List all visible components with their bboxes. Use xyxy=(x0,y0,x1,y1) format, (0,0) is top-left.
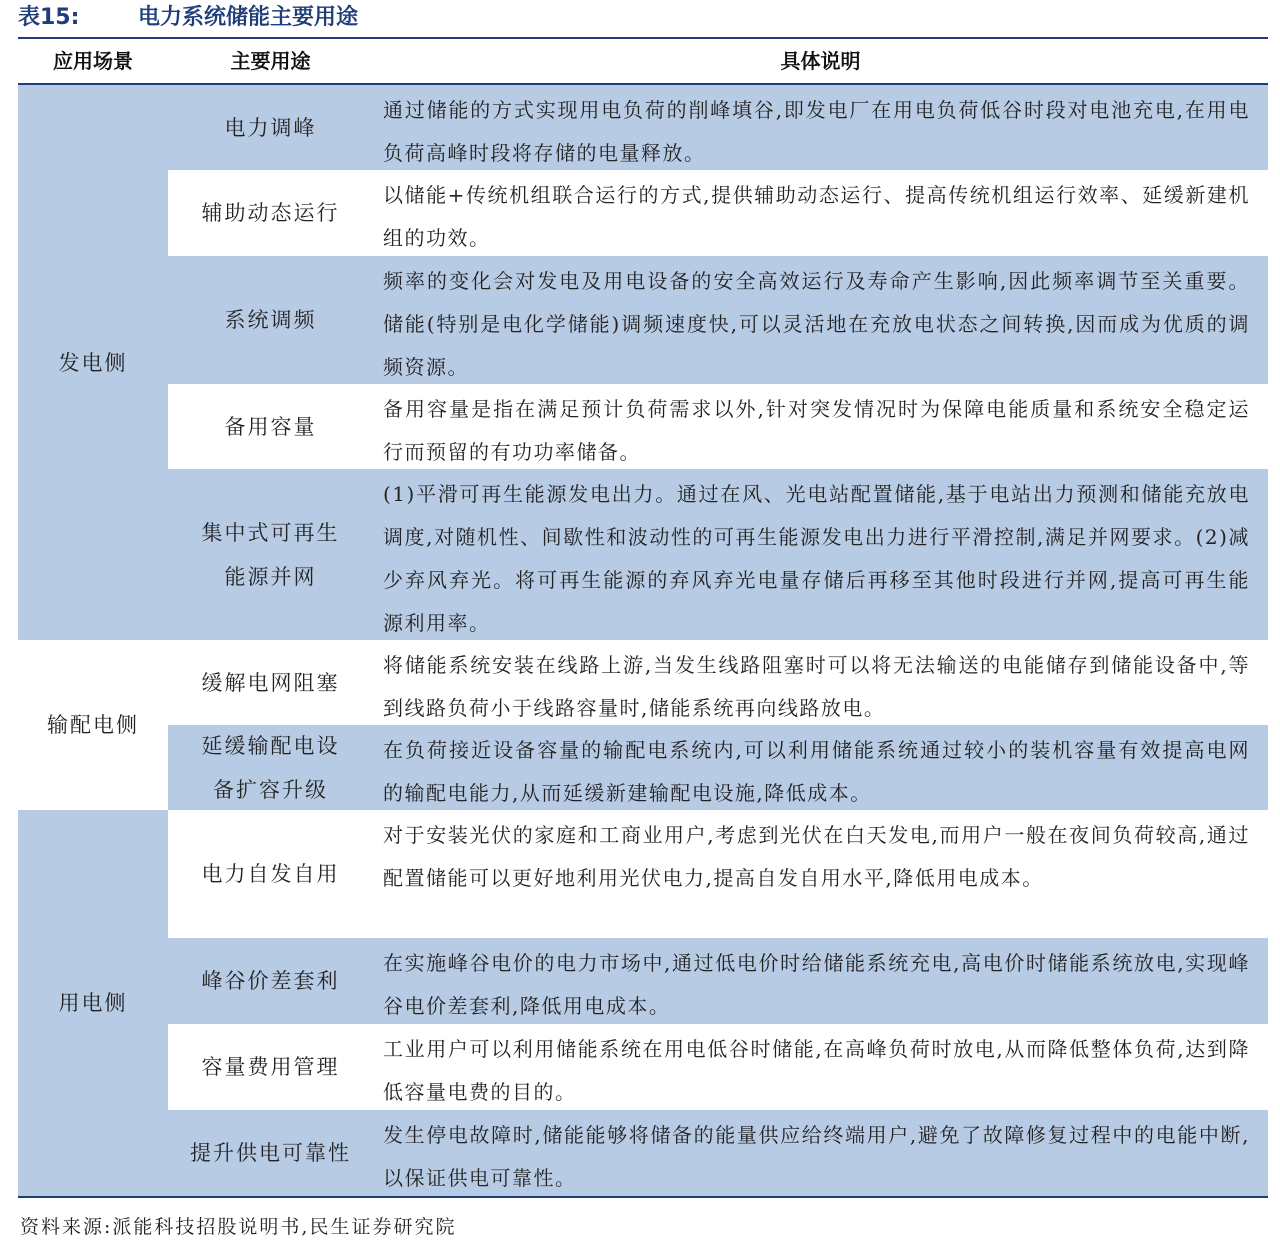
header-use: 主要用途 xyxy=(230,49,311,73)
table-title xyxy=(18,2,1268,34)
use-cell: 备用容量 xyxy=(168,384,373,469)
use-cell: 容量费用管理 xyxy=(168,1024,373,1110)
use-cell: 电力调峰 xyxy=(168,85,373,170)
use-cell: 辅助动态运行 xyxy=(168,170,373,256)
description-cell: 将储能系统安装在线路上游,当发生线路阻塞时可以将无法输送的电能储存到储能设备中,等到线路负荷小于线路容量时,储能系统再向线路放电。 xyxy=(373,640,1268,725)
use-cell: 峰谷价差套利 xyxy=(168,938,373,1024)
use-cell: 集中式可再生能源并网 xyxy=(168,469,373,640)
use-cell: 系统调频 xyxy=(168,256,373,384)
description-cell: 在负荷接近设备容量的输配电系统内,可以利用储能系统通过较小的装机容量有效提高电网的输配电能力,从而延缓新建输配电设施,降低成本。 xyxy=(373,725,1268,810)
category-generation: 发电侧 xyxy=(18,85,168,640)
description-cell: 备用容量是指在满足预计负荷需求以外,针对突发情况时为保障电能质量和系统安全稳定运行而预留的有功功率储备。 xyxy=(373,384,1268,469)
description-cell: 通过储能的方式实现用电负荷的削峰填谷,即发电厂在用电负荷低谷时段对电池充电,在用电负荷高峰时段将存储的电量释放。 xyxy=(373,85,1268,170)
header-scenario: 应用场景 xyxy=(53,49,133,73)
description-cell: 在实施峰谷电价的电力市场中,通过低电价时给储能系统充电,高电价时储能系统放电,实现峰谷电价差套利,降低用电成本。 xyxy=(373,938,1268,1024)
table-title-text: 电力系统储能主要用途 xyxy=(138,5,359,30)
description-cell: 发生停电故障时,储能能够将储备的能量供应给终端用户,避免了故障修复过程中的电能中断,以保证供电可靠性。 xyxy=(373,1110,1268,1196)
bottom-rule xyxy=(18,1196,1268,1198)
category-transmission: 输配电侧 xyxy=(18,640,168,810)
description-cell: 以储能+传统机组联合运行的方式,提供辅助动态运行、提高传统机组运行效率、延缓新建机组的功效。 xyxy=(373,170,1268,256)
description-cell: 频率的变化会对发电及用电设备的安全高效运行及寿命产生影响,因此频率调节至关重要。储能(特别是电化学储能)调频速度快,可以灵活地在充放电状态之间转换,因而成为优质的调频资源。 xyxy=(373,256,1268,384)
source-note: 资料来源:派能科技招股说明书,民生证券研究院 xyxy=(20,1216,457,1238)
top-rule xyxy=(18,37,1268,39)
use-cell: 缓解电网阻塞 xyxy=(168,640,373,725)
category-consumption: 用电侧 xyxy=(18,810,168,1196)
description-cell: 工业用户可以利用储能系统在用电低谷时储能,在高峰负荷时放电,从而降低整体负荷,达到降低容量电费的目的。 xyxy=(373,1024,1268,1110)
use-cell: 延缓输配电设备扩容升级 xyxy=(168,725,373,810)
description-cell: (1)平滑可再生能源发电出力。通过在风、光电站配置储能,基于电站出力预测和储能充放电调度,对随机性、间歇性和波动性的可再生能源发电出力进行平滑控制,满足并网要求。(2)减少弃风弃光。将可再生能源的弃风弃光电量存储后再移至其他时段进行并网,提高可再生能源利用率。 xyxy=(373,469,1268,640)
use-cell: 提升供电可靠性 xyxy=(168,1110,373,1196)
use-cell: 电力自发自用 xyxy=(168,810,373,938)
description-cell: 对于安装光伏的家庭和工商业用户,考虑到光伏在白天发电,而用户一般在夜间负荷较高,通过配置储能可以更好地利用光伏电力,提高自发自用水平,降低用电成本。 xyxy=(373,810,1268,938)
table-number: 表15: xyxy=(18,5,80,30)
header-description: 具体说明 xyxy=(780,49,861,73)
